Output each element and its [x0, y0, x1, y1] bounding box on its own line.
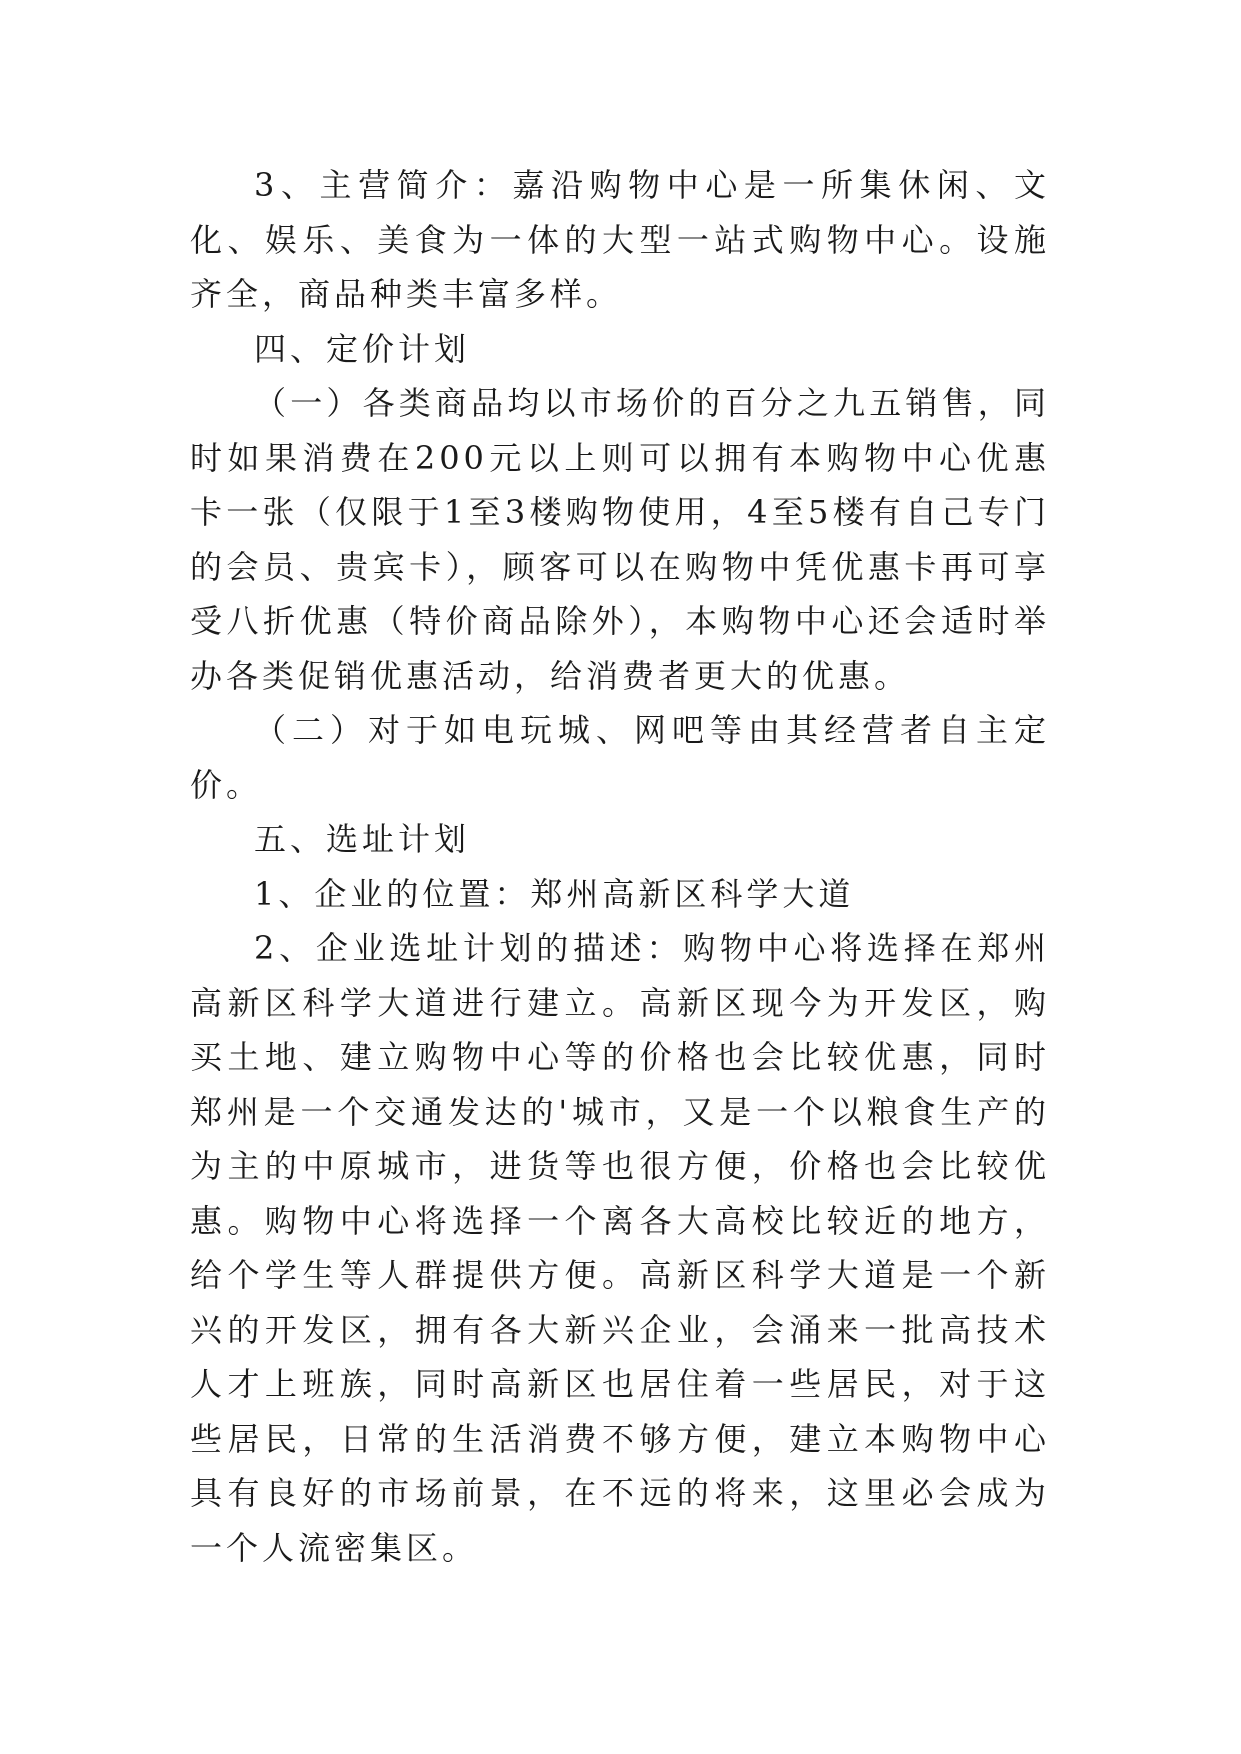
heading-pricing-plan: 四、定价计划: [254, 329, 471, 368]
paragraph-pricing-item-2: （二）对于如电玩城、网吧等由其经营者自主定价。: [190, 711, 1050, 804]
paragraph-company-location: 1、企业的位置：郑州高新区科学大道: [254, 874, 855, 913]
heading-site-selection-plan: 五、选址计划: [254, 820, 471, 858]
paragraph-main-business-intro: 3、主营简介：嘉沿购物中心是一所集休闲、文化、娱乐、美食为一体的大型一站式购物中心。设施齐全，商品种类丰富多样。: [190, 166, 1050, 313]
paragraph-site-selection-description: 2、企业选址计划的描述：购物中心将选择在郑州高新区科学大道进行建立。高新区现今为开发区，购买土地、建立购物中心等的价格也会比较优惠，同时郑州是一个交通发达的'城市，又是一个以粮食生产的为主的中原城市，进货等也很方便，价格也会比较优惠。购物中心将选择一个离各大高校比较近的地方，给个学生等人群提供方便。高新区科学大道是一个新兴的开发区，拥有各大新兴企业，会涌来一批高技术人才上班族，同时高新区也居住着一些居民，对于这些居民，日常的生活消费不够方便，建立本购物中心具有良好的市场前景，在不远的将来，这里必会成为一个人流密集区。: [190, 929, 1050, 1567]
paragraph-pricing-item-1: （一）各类商品均以市场价的百分之九五销售，同时如果消费在200元以上则可以拥有本购物中心优惠卡一张（仅限于1至3楼购物使用，4至5楼有自己专门的会员、贵宾卡），顾客可以在购物中凭优惠卡再可享受八折优惠（特价商品除外），本购物中心还会适时举办各类促销优惠活动，给消费者更大的优惠。: [190, 384, 1050, 695]
document-body: [190, 158, 1050, 1575]
